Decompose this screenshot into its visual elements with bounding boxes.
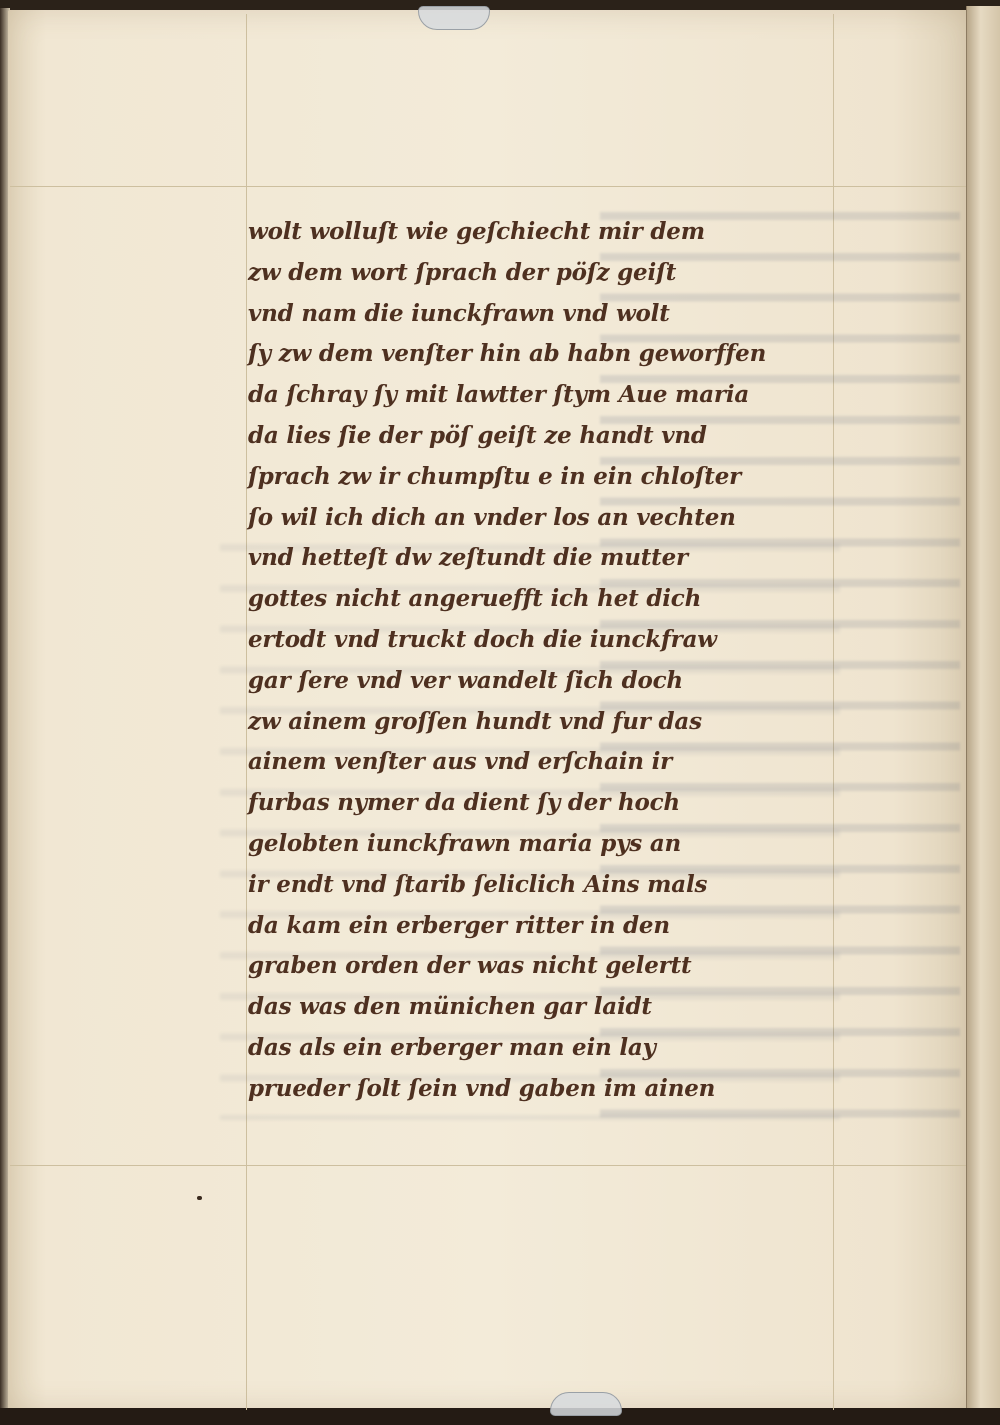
text-line: da ſchray ſy mit lawtter ſtym Aue maria — [248, 381, 750, 409]
next-page-edge — [966, 6, 1000, 1414]
text-line: zw ainem groſſen hundt vnd fur das — [248, 707, 702, 735]
text-line: furbas nymer da dient ſy der hoch — [248, 789, 680, 817]
ruling-line-top — [10, 186, 966, 187]
text-line: gottes nicht angeruefft ich het dich — [248, 585, 702, 613]
ruling-line-bottom — [10, 1165, 966, 1166]
top-page-clip — [418, 6, 490, 30]
text-line: ertodt vnd truckt doch die iunckfraw — [248, 625, 717, 653]
text-line: wolt wolluſt wie geſchiecht mir dem — [248, 218, 705, 245]
text-line: vnd hetteſt dw zeſtundt die mutter — [248, 544, 688, 572]
text-line: das als ein erberger man ein lay — [248, 1033, 656, 1061]
text-line: ſo wil ich dich an vnder los an vechten — [248, 503, 736, 531]
text-line: vnd nam die iunckfrawn vnd wolt — [248, 299, 670, 327]
text-line: gelobten iunckfrawn maria pys an — [248, 829, 682, 857]
bottom-page-clip — [550, 1392, 622, 1416]
text-line: da kam ein erberger ritter in den — [248, 911, 670, 939]
background-bottom — [0, 1408, 1000, 1425]
ink-mark — [197, 1196, 202, 1200]
manuscript-text-block — [248, 212, 888, 1110]
text-line: graben orden der was nicht gelertt — [248, 952, 692, 980]
text-line: ainem venſter aus vnd erſchain ir — [248, 748, 673, 776]
text-line: ſprach zw ir chumpſtu e in ein chloſter — [248, 462, 742, 490]
text-line: zw dem wort ſprach der pöſz geiſt — [248, 258, 677, 286]
text-line: ſy zw dem venſter hin ab habn geworffen — [248, 340, 767, 368]
text-line: prueder ſolt ſein vnd gaben im ainen — [248, 1074, 716, 1102]
text-line: das was den münichen gar laidt — [248, 993, 652, 1021]
text-line: gar ſere vnd ver wandelt ſich doch — [248, 666, 683, 694]
text-line: ir endt vnd ſtarib ſeliclich Ains mals — [248, 870, 708, 898]
text-line: da lies ſie der pöſ geiſt ze handt vnd — [248, 421, 707, 449]
